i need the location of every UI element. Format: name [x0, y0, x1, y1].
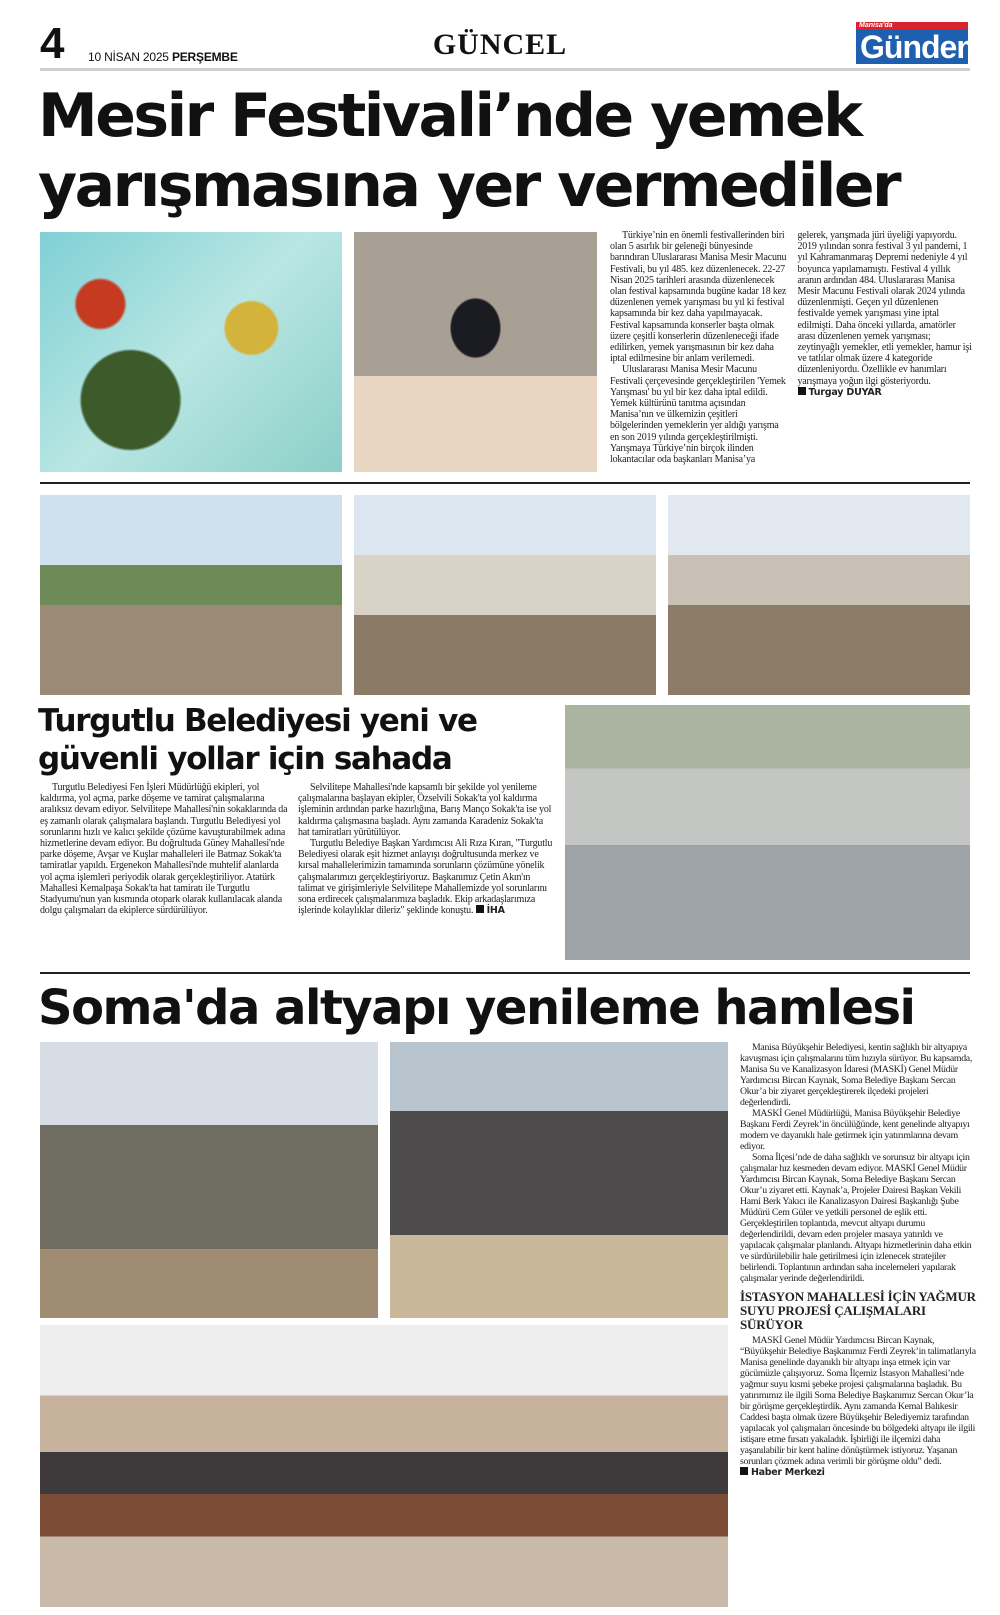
headline-soma: Soma'da altyapı yenileme hamlesi [38, 980, 915, 1036]
paragraph: Selvilitepe Mahallesi'nde kapsamlı bir şekilde yol yenileme çalışmalarına başlayan ekipler, Özselvili Sokak'ta yol kaldırma işleminin ardından parke hazırlığına, Barış Manço Sokak'ta ise yol kaldırma çalışmasına başladı. Aynı zamanda Karadeniz Sokak'ta hat tamiratları yürütülüyor. [298, 782, 552, 838]
paragraph: Uluslararası Manisa Mesir Macunu Festivali çerçevesinde gerçekleştirilen 'Yemek Yarışması' bu yıl bir kez daha iptal edildi. Yemek kültürünü tanıtma açısından Manisa’nın ve ülkemizin çeşitleri bölgelerinden yemeklerin yer aldığı yarışma en son 2019 yılında gerçekleştirilmişti. Yarışmaya Türkiye’nin birçok ilinden lokantacılar oda başkanları Manisa’ya gelerek, yarışmada jüri üyeliği yapıyordu. 2019 yılından sonra festival 3 yıl pandemi, 1 yıl Kahramanmaraş Depremi nedeniyle 4 yıl boyunca yapılamamıştı. Festival 4 yıllık aranın ardından 484. Uluslararası Manisa Mesir Macunu Festivali olarak 2024 yılında düzenlenmişti. Geçen yıl düzenlenen festivalde yemek yarışması yine iptal edilmişti. Daha önceki yıllarda, amatörler arası düzenlenen yemek yarışması; zeytinyağlı yemekler, etli yemekler, hamur işi ve tatlılar olmak üzere 4 kategoride düzenleniyordu. Özellikle ev hanımları yarışmaya yoğun ilgi gösteriyordu. [610, 230, 972, 466]
headline-mesir-1: Mesir Festivali’nde yemek [38, 81, 861, 151]
paragraph: Türkiye’nin en önemli festivallerinden biri olan 5 asırlık bir geleneği bünyesinde barındıran Uluslararası Manisa Mesir Macunu Festivali, bu yıl 485. kez düzenlenecek. 22-27 Nisan 2025 tarihleri arasında düzenlenecek olan festival kapsamında bugüne kadar 18 kez düzenlenen yemek yarışması bu yıl ki festival kapsamında bir kez daha yapılmayacak. Festival kapsamında konserler başta olmak üzere çeşitli konserlerin düzenleneceği ifade edilirken, yemek yarışmasının bir kez daha iptal edilmesine bir anlam verilemedi. [610, 230, 787, 365]
photo-food-display [40, 232, 342, 472]
photo-map-review [390, 1042, 728, 1318]
subheading: İSTASYON MAHALLESİ İÇİN YAĞMUR SUYU PROJESİ ÇALIŞMALARI SÜRÜYOR [740, 1289, 976, 1332]
headline-turgutlu-1: Turgutlu Belediyesi yeni ve [38, 703, 477, 739]
photo-meeting [40, 1325, 728, 1607]
section-title: GÜNCEL [432, 28, 568, 61]
byline: İHA [476, 905, 505, 916]
header-rule [40, 68, 970, 71]
paragraph: Turgutlu Belediyesi Fen İşleri Müdürlüğü ekipleri, yol kaldırma, yol açma, parke döşeme ve tamirat çalışmalarına aralıksız devam ediyor. Selvilitepe Mahallesi'nin sokaklarında da eş zamanlı olarak çalışmalara başlandı. Turgutlu Belediyesi yol sorunlarını hızlı ve kalıcı şekilde çözüme kavuşturabilmek adına hizmetlerine devam ediyor. Bu doğrultuda Güney Mahallesi'nde parke döşeme, Avşar ve Kuşlar mahalleleri ile Batmaz Sokak'ta tamiratlar yapıldı. Ergenekon Mahallesi'nde muhtelif alanlarda yol açma işlemleri periyodik olarak gerçekleştiriliyor. Atatürk Mahallesi Kemalpaşa Sokak'ta hat tamiratı ile Turgutlu Stadyumu'nun yan kısmında otopark olarak kullanılacak alanda dolgu çalışmaları da ekiplerce sürdürülüyor. [40, 782, 288, 917]
article3-col [740, 1042, 976, 1478]
issue-date [88, 50, 238, 64]
paragraph: Turgutlu Belediye Başkan Yardımcısı Ali Rıza Kıran, "Turgutlu Belediyesi olarak eşit hizmet anlayışı doğrultusunda merkez ve kırsal mahallelerimizin tamamında sorunların çözümüne yönelik çalışmalarımızı gerçekleştiriyoruz. Başkanımız Çetin Akın'ın talimat ve girişimleriyle Selvilitepe Mahallemizde yol sorunlarını sona erdirecek çalışmalarımıza başladık. Ekip arkadaşlarımıza işlerinde kolaylıklar dileriz" şeklinde konuştu. [298, 838, 553, 917]
paragraph: Soma İlçesi’nde de daha sağlıklı ve sorunsuz bir altyapı için çalışmalar hız kesmeden devam ediyor. MASKİ Genel Müdür Yardımcısı Bircan Kaynak, Soma Belediye Başkanı Sercan Okur’u ziyaret etti. Kaynak’a, Projeler Dairesi Başkan Vekili Hami Berk Yakıcı ile Kanalizasyon Dairesi Başkanlığı Şube Müdürü Cem Güler ve yetkili personel de eşlik etti. Gerçekleştirilen toplantıda, mevcut altyapı durumu değerlendirildi, devam eden projeler masaya yatırıldı ve yapılacak çalışmalar planlandı. Altyapı hizmetlerinin daha etkin ve sürdürülebilir hale getirilmesi için izlenecek stratejiler belirlendi. Toplantının ardından saha incelemeleri yapılarak çalışmalar yerinde değerlendirildi. [740, 1152, 972, 1284]
logo-big: Gündem [860, 29, 984, 65]
article2-col2 [298, 782, 555, 916]
photo-chef-portrait [354, 232, 597, 472]
weekday-text: PERŞEMBE [171, 50, 238, 64]
photo-roadwork-1 [40, 495, 342, 695]
photo-roadwork-3 [668, 495, 970, 695]
date-text: 10 NİSAN 2025 [88, 50, 169, 64]
paragraph: MASKİ Genel Müdürlüğü, Manisa Büyükşehir Belediye Başkanı Ferdi Zeyrek’in öncülüğünde, kent genelinde altyapıyı modern ve dayanıklı hale getirmek için yatırımlarına devam ediyor. [740, 1108, 970, 1152]
divider [40, 972, 970, 974]
logo-small: Manisa'da [859, 22, 893, 29]
photo-roadwork-2 [354, 495, 656, 695]
newspaper-logo [856, 22, 984, 65]
article2-col1 [40, 782, 288, 916]
byline: Turgay DUYAR [798, 387, 882, 398]
divider [40, 482, 970, 484]
headline-mesir-2: yarışmasına yer vermediler [38, 151, 900, 221]
headline-turgutlu-2: güvenli yollar için sahada [38, 741, 452, 777]
article1-body [610, 230, 975, 475]
paragraph: MASKİ Genel Müdür Yardımcısı Bircan Kaynak, “Büyükşehir Belediye Başkanımız Ferdi Zeyrek’in talimatlarıyla Manisa genelinde dayanıklı bir altyapı inşa etmek için var gücümüzle çalışıyoruz. Soma İlçemiz İstasyon Mahallesi’nde yağmur suyu kısmi şebeke projesi çalışmalarına başladık. Bu yatırımımız ile ilgili Soma Belediye Başkanımız Sercan Okur’la bir görüşme gerçekleştirdik. Aynı zamanda Kemal Balıkesir Caddesi başta olmak üzere Büyükşehir Belediyemiz tarafından yapılacak yol çalışmaları öncesinde bu bölgedeki altyapı ile ilgili istişare etme fırsatı yakaladık. İşbirliği ile ilçemizi daha yaşanılabilir bir kent haline dönüştürmek istiyoruz. Yaşanan sorunları çözmek adına verimli bir görüşme oldu” dedi. [740, 1335, 976, 1467]
photo-paving-worker [565, 705, 970, 960]
page-number: 4 [40, 19, 65, 68]
paragraph: Manisa Büyükşehir Belediyesi, kentin sağlıklı bir altyapıya kavuşması için çalışmalarını tüm hızıyla sürüyor. Bu kapsamda, Manisa Su ve Kanalizasyon İdaresi (MASKİ) Genel Müdür Yardımcısı Bircan Kaynak, Soma Belediye Başkanı Sercan Okur’a bir ziyaret gerçekleştirerek ilçedeki projeleri değerlendirdi. [740, 1042, 972, 1108]
byline: Haber Merkezi [740, 1467, 825, 1478]
photo-site-visit [40, 1042, 378, 1318]
